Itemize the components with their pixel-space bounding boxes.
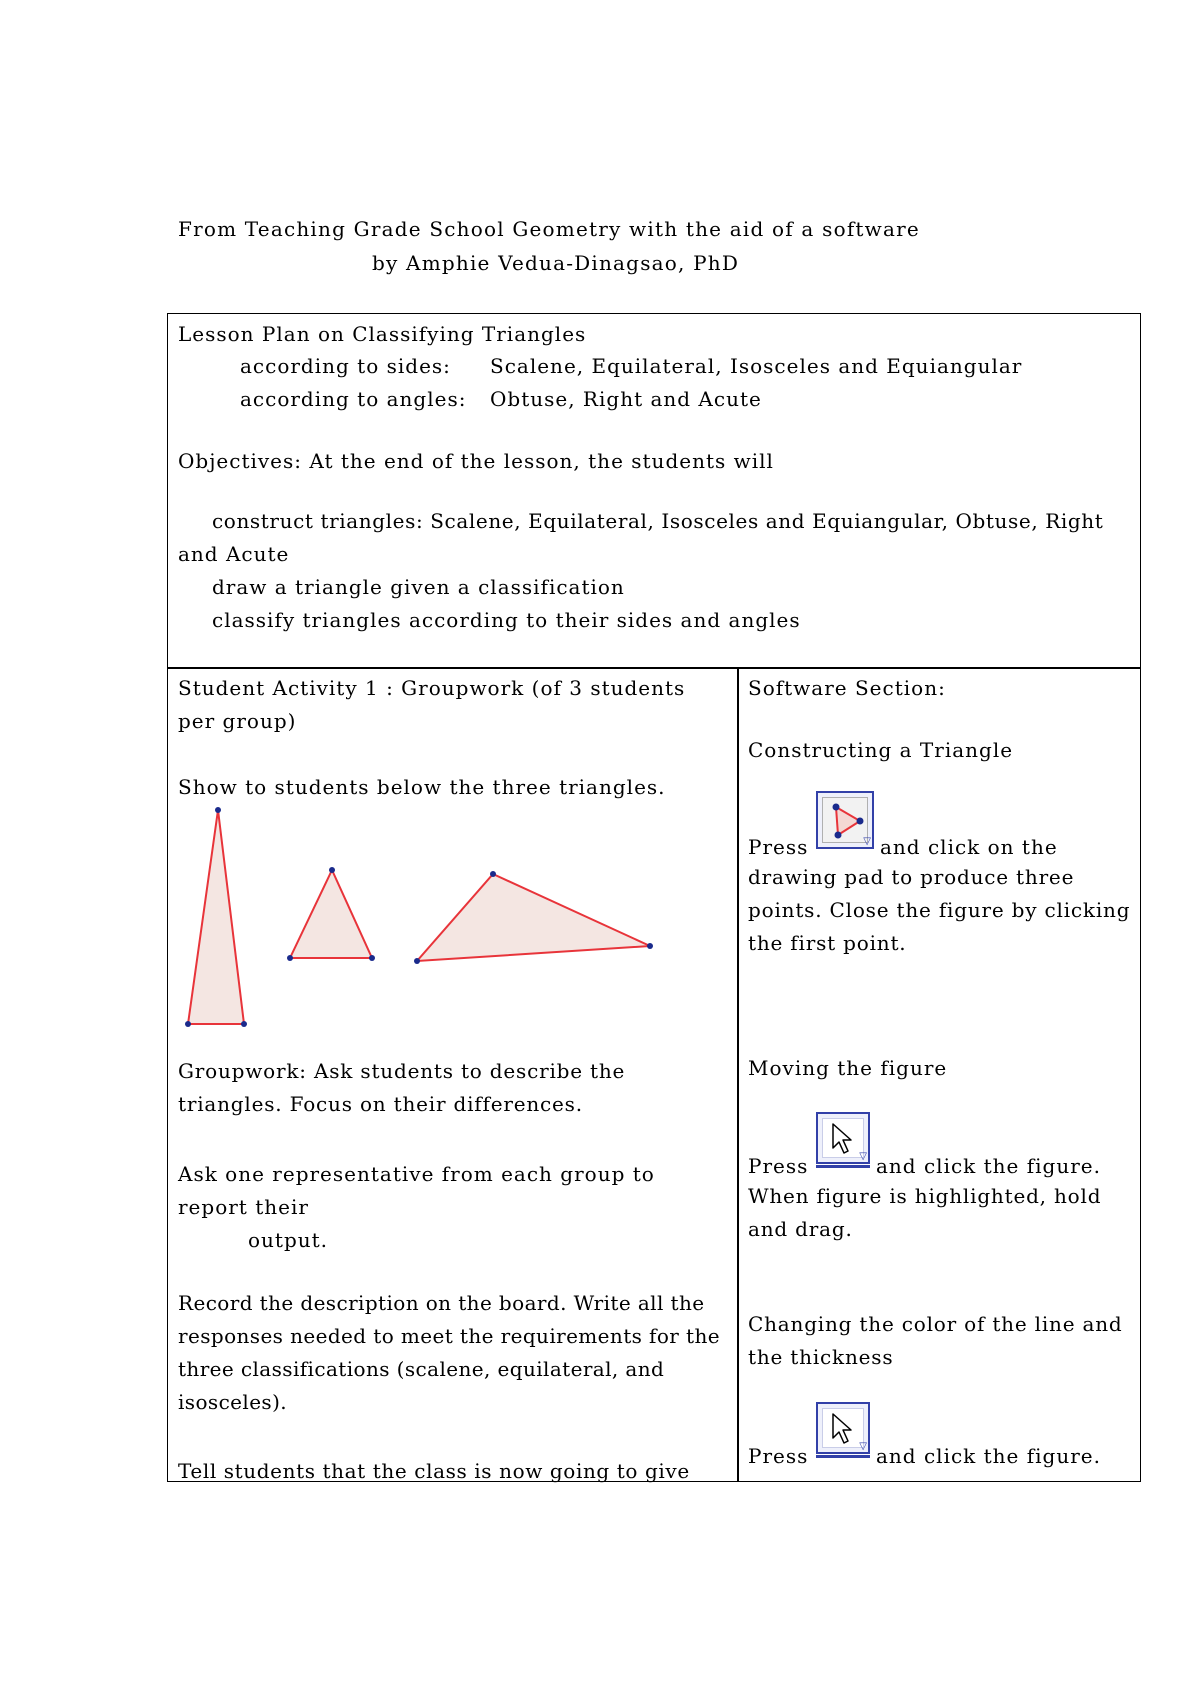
press-label-2: Press bbox=[748, 1154, 809, 1178]
ask-line-3: output. bbox=[248, 1228, 329, 1252]
triangle-isosceles-tall bbox=[188, 810, 244, 1024]
sides-value: Scalene, Equilateral, Isosceles and Equiangular bbox=[490, 354, 1023, 378]
vertex bbox=[185, 1021, 191, 1027]
objectives-intro: Objectives: At the end of the lesson, the students will bbox=[178, 449, 774, 473]
vertex bbox=[647, 943, 653, 949]
moving-rest: When figure is highlighted, hold and drag. bbox=[748, 1184, 1102, 1241]
triangles-figure bbox=[170, 800, 670, 1040]
lesson-title: Lesson Plan on Classifying Triangles bbox=[178, 322, 587, 346]
dropdown-arrow-icon: ▽ bbox=[859, 1151, 867, 1162]
construct-after: and click on the bbox=[880, 835, 1058, 859]
vertex bbox=[329, 867, 335, 873]
header-line-2: by Amphie Vedua-Dinagsao, PhD bbox=[372, 251, 740, 275]
press-label-3: Press bbox=[748, 1444, 809, 1468]
triangle-equilateral bbox=[290, 870, 372, 958]
vertex bbox=[369, 955, 375, 961]
dropdown-arrow-icon: ▽ bbox=[859, 1441, 867, 1452]
record-text: Record the description on the board. Write all the responses needed to meet the requirements for the three classifications (scalene, equilateral, and isosceles). bbox=[178, 1291, 720, 1414]
vertex bbox=[414, 958, 420, 964]
polygon-tool-button[interactable] bbox=[816, 791, 874, 849]
vertex bbox=[215, 807, 221, 813]
objective-3: classify triangles according to their sides and angles bbox=[212, 608, 801, 632]
tell-text: Tell students that the class is now going to give bbox=[178, 1459, 690, 1483]
vertex bbox=[287, 955, 293, 961]
press-label-1: Press bbox=[748, 835, 809, 859]
objective-2: draw a triangle given a classification bbox=[212, 575, 625, 599]
groupwork-text: Groupwork: Ask students to describe the triangles. Focus on their differences. bbox=[178, 1059, 626, 1116]
header-line-1: From Teaching Grade School Geometry with the aid of a software bbox=[178, 217, 920, 241]
tool-underline bbox=[816, 1165, 870, 1168]
objective-1: construct triangles: Scalene, Equilateral, Isosceles and Equiangular, Obtuse, Right bbox=[212, 509, 1104, 533]
objective-1-cont: and Acute bbox=[178, 542, 290, 566]
moving-after: and click the figure. bbox=[876, 1154, 1101, 1178]
dropdown-arrow-icon: ▽ bbox=[863, 836, 871, 847]
show-instruction: Show to students below the three triangles. bbox=[178, 775, 666, 799]
column-divider bbox=[737, 668, 739, 1481]
tool-underline bbox=[816, 1455, 870, 1458]
changing-after: and click the figure. bbox=[876, 1444, 1101, 1468]
software-title: Software Section: bbox=[748, 676, 946, 700]
angles-value: Obtuse, Right and Acute bbox=[490, 387, 762, 411]
sides-label: according to sides: bbox=[240, 354, 451, 378]
arrow-cursor-icon bbox=[830, 1412, 858, 1446]
activity-title-cont: per group) bbox=[178, 709, 297, 733]
triangle-tool-icon bbox=[824, 799, 868, 843]
construct-title: Constructing a Triangle bbox=[748, 738, 1014, 762]
move-tool-button[interactable] bbox=[816, 1112, 870, 1164]
vertex bbox=[490, 871, 496, 877]
construct-rest: drawing pad to produce three points. Close the figure by clicking the first point. bbox=[748, 865, 1131, 955]
moving-title: Moving the figure bbox=[748, 1056, 948, 1080]
triangle-scalene bbox=[417, 874, 650, 961]
ask-line-2: report their bbox=[178, 1195, 309, 1219]
vertex bbox=[241, 1021, 247, 1027]
select-tool-button[interactable] bbox=[816, 1402, 870, 1454]
changing-title: Changing the color of the line and the thickness bbox=[748, 1312, 1123, 1369]
arrow-cursor-icon bbox=[830, 1122, 858, 1156]
activity-title: Student Activity 1 : Groupwork (of 3 students bbox=[178, 676, 686, 700]
ask-line-1: Ask one representative from each group to bbox=[178, 1162, 655, 1186]
angles-label: according to angles: bbox=[240, 387, 467, 411]
